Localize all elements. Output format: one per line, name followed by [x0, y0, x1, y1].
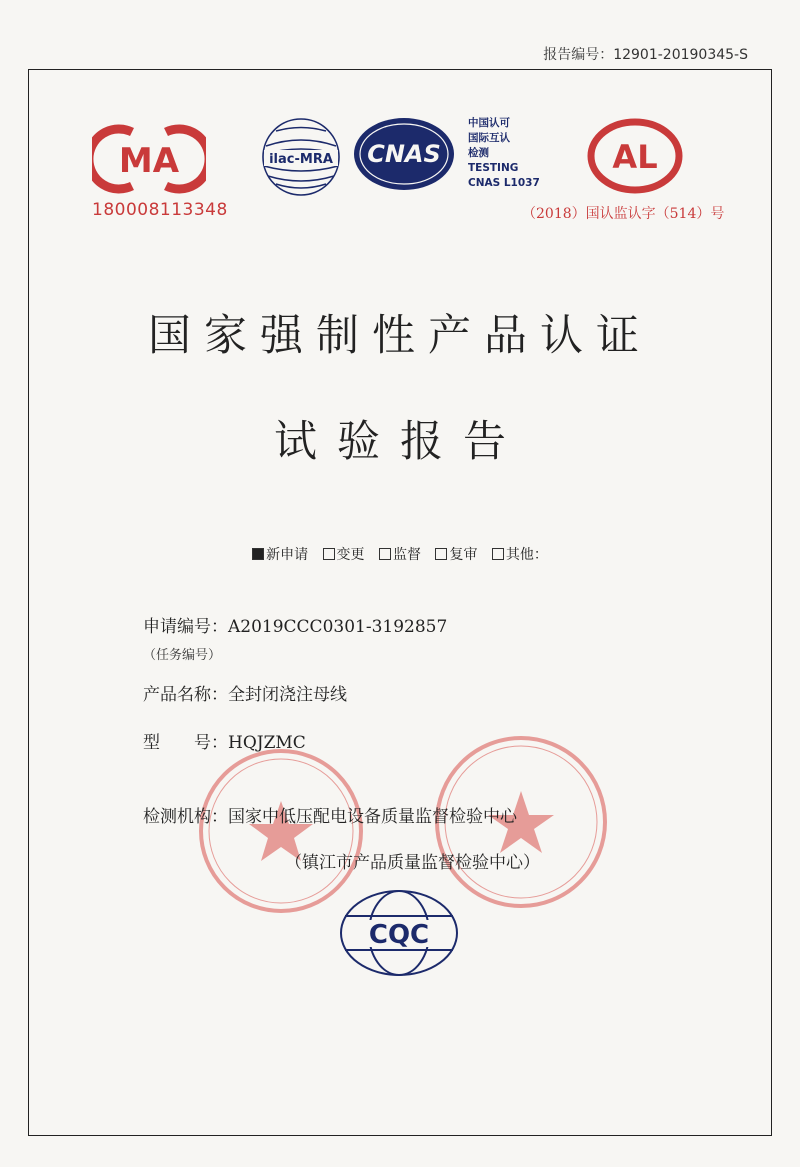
testing-org-value: 国家中低压配电设备质量监督检验中心 — [228, 807, 517, 827]
type-label: 监督 — [393, 547, 421, 563]
cnas-caption-line: 中国认可 — [468, 117, 510, 129]
model-label: 型 号： — [143, 733, 228, 753]
cma-logo-text: MA — [118, 141, 180, 181]
cqc-logo — [337, 888, 461, 978]
application-number-value: A2019CCC0301-3192857 — [228, 617, 448, 637]
type-option-new[interactable] — [252, 547, 308, 563]
title-line-1: 国家强制性产品认证 — [148, 311, 652, 361]
testing-org-row — [143, 802, 517, 827]
cnas-logo-text: CNAS — [367, 140, 441, 168]
type-option-change[interactable] — [323, 547, 365, 563]
cnas-logo — [352, 116, 456, 192]
type-option-review[interactable] — [435, 547, 477, 563]
checkbox-checked-icon — [252, 548, 264, 560]
type-option-other[interactable] — [492, 547, 548, 563]
title-line-2: 试验报告 — [274, 417, 526, 467]
cnas-caption-line: 检测 — [468, 147, 489, 159]
model-value: HQJZMC — [228, 733, 306, 753]
al-logo-text: AL — [612, 138, 658, 176]
cma-number: 180008113348 — [92, 200, 228, 220]
checkbox-icon — [379, 548, 391, 560]
model-row — [143, 728, 306, 753]
cnas-caption — [468, 116, 540, 191]
al-logo — [587, 118, 683, 194]
cnas-caption-line: CNAS L1037 — [468, 177, 540, 189]
testing-org-alias: （镇江市产品质量监督检验中心） — [285, 853, 540, 873]
testing-org-label: 检测机构： — [143, 807, 228, 827]
product-name-row — [143, 680, 347, 705]
type-label: 新申请 — [266, 547, 309, 563]
application-number-label: 申请编号： — [143, 617, 228, 637]
checkbox-icon — [435, 548, 447, 560]
cnas-caption-line: 国际互认 — [468, 132, 510, 144]
cqc-logo-text: CQC — [368, 920, 430, 950]
application-type-row — [0, 544, 800, 564]
ilac-logo-text: ilac-MRA — [269, 152, 333, 167]
checkbox-icon — [323, 548, 335, 560]
cma-logo — [92, 124, 206, 194]
product-name-label: 产品名称： — [143, 685, 228, 705]
product-name-value: 全封闭浇注母线 — [228, 685, 347, 705]
cnas-caption-line: TESTING — [468, 162, 519, 174]
report-number: 报告编号：12901-20190345-S — [543, 47, 748, 63]
ilac-mra-logo — [258, 116, 344, 198]
type-label: 变更 — [336, 547, 365, 563]
application-number-row — [143, 612, 447, 637]
type-option-supervision[interactable] — [379, 547, 421, 563]
al-number: （2018）国认监认字（514）号 — [522, 206, 725, 222]
type-label: 复审 — [449, 547, 478, 563]
type-label: 其他： — [505, 547, 548, 563]
checkbox-icon — [492, 548, 504, 560]
task-number-label: （任务编号） — [143, 648, 222, 663]
